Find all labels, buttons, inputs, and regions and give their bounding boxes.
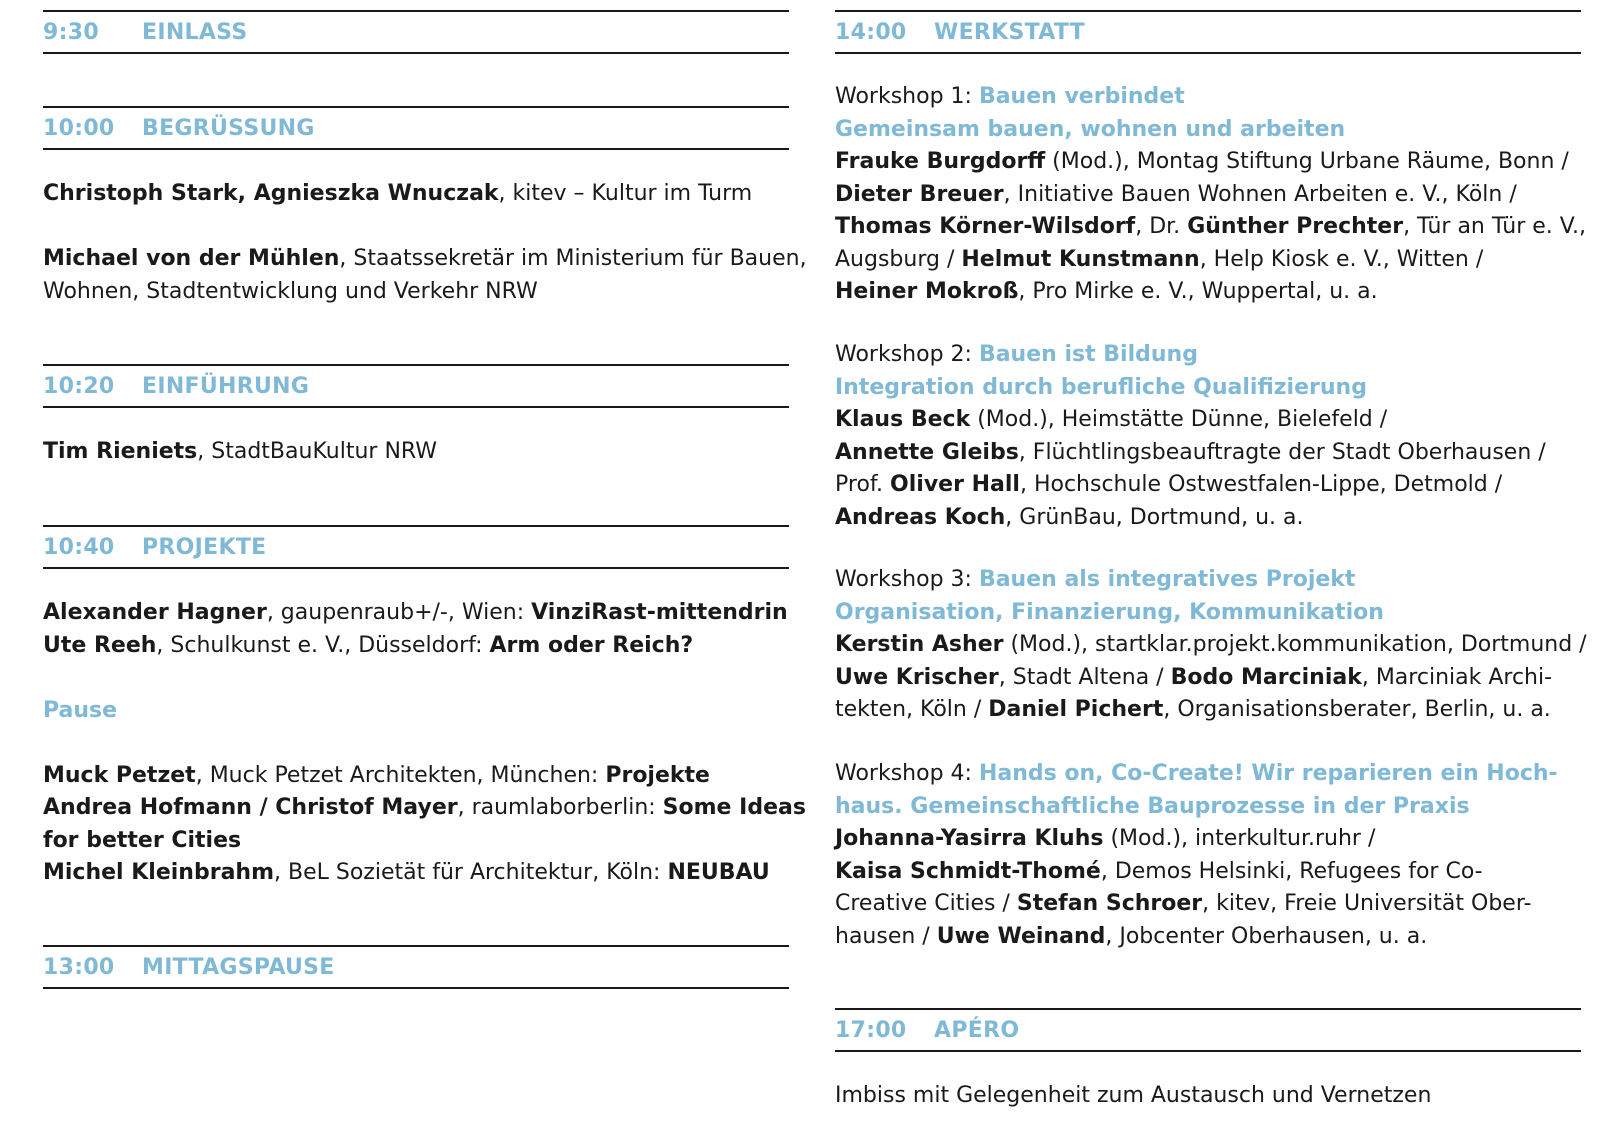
section-time: 10:20 bbox=[43, 373, 115, 399]
participant-line: Klaus Beck (Mod.), Heimstätte Dünne, Bielefeld / bbox=[835, 407, 1388, 432]
begruessung-speakers bbox=[43, 178, 807, 308]
workshop-title-line bbox=[835, 564, 1595, 597]
section-title: APÉRO bbox=[934, 1017, 1020, 1043]
project-line: Ute Reeh, Schulkunst e. V., Düsseldorf: Arm oder Reich? bbox=[43, 632, 694, 658]
workshop-label: Workshop 1: bbox=[835, 84, 979, 109]
participant-line: Kerstin Asher (Mod.), startklar.projekt.kommunikation, Dortmund / bbox=[835, 632, 1587, 657]
section-title: EINFÜHRUNG bbox=[142, 373, 310, 399]
workshop-title: Bauen ist Bildung bbox=[978, 342, 1198, 367]
participant-line: Prof. Oliver Hall, Hochschule Ostwestfalen-Lippe, Detmold / bbox=[835, 472, 1503, 497]
workshop-label: Workshop 2: bbox=[835, 342, 979, 367]
section-time: 10:40 bbox=[43, 534, 115, 560]
workshop-title: Bauen verbindet bbox=[978, 84, 1185, 109]
section-time: 13:00 bbox=[43, 954, 115, 980]
project-line: Andrea Hofmann / Christof Mayer, raumlaborberlin: Some Ideas bbox=[43, 795, 806, 820]
participant-line: Thomas Körner-Wilsdorf, Dr. Günther Prechter, Tür an Tür e. V., bbox=[835, 214, 1586, 239]
workshop-title-line bbox=[835, 81, 1595, 114]
workshop-subtitle: Gemeinsam bauen, wohnen und arbeiten bbox=[835, 116, 1346, 142]
participant-line: hausen / Uwe Weinand, Jobcenter Oberhausen, u. a. bbox=[835, 923, 1428, 949]
section-time: 9:30 bbox=[43, 19, 99, 45]
speaker-name: Michael von der Mühlen bbox=[43, 246, 340, 271]
participant-line: Creative Cities / Stefan Schroer, kitev, Freie Universität Ober- bbox=[835, 891, 1532, 916]
section-time: 10:00 bbox=[43, 115, 115, 141]
section-header-begruessung bbox=[43, 106, 789, 150]
apero-text bbox=[835, 1080, 1595, 1113]
speaker-line: Tim Rieniets, StadtBauKultur NRW bbox=[43, 439, 438, 464]
apero-description: Imbiss mit Gelegenheit zum Austausch und Vernetzen bbox=[835, 1083, 1432, 1108]
workshop-subtitle: Integration durch berufliche Qualifizierung bbox=[835, 374, 1367, 400]
workshop-title: Bauen als integratives Projekt bbox=[978, 567, 1356, 592]
section-header-mittagspause bbox=[43, 945, 789, 989]
section-time: 17:00 bbox=[835, 1017, 907, 1043]
participant-line: Uwe Krischer, Stadt Altena / Bodo Marciniak, Marciniak Archi- bbox=[835, 664, 1553, 690]
speaker-name: Tim Rieniets bbox=[43, 439, 198, 464]
speaker-names: Christoph Stark, Agnieszka Wnuczak bbox=[43, 181, 499, 206]
project-line: for better Cities bbox=[43, 827, 242, 853]
section-header-apero bbox=[835, 1008, 1581, 1052]
section-header-werkstatt bbox=[835, 10, 1581, 54]
participant-line: Heiner Mokroß, Pro Mirke e. V., Wuppertal, u. a. bbox=[835, 279, 1378, 304]
einfuehrung-speaker bbox=[43, 436, 803, 469]
project-line: Michel Kleinbrahm, BeL Sozietät für Architektur, Köln: NEUBAU bbox=[43, 860, 770, 885]
project-line: Muck Petzet, Muck Petzet Architekten, München: Projekte bbox=[43, 762, 710, 788]
participant-line: Andreas Koch, GrünBau, Dortmund, u. a. bbox=[835, 504, 1304, 530]
workshop-title-line bbox=[835, 339, 1595, 372]
section-title: WERKSTATT bbox=[934, 19, 1085, 45]
section-title: EINLASS bbox=[142, 19, 248, 45]
participant-line: tekten, Köln / Daniel Pichert, Organisationsberater, Berlin, u. a. bbox=[835, 697, 1551, 722]
project-line: Alexander Hagner, gaupenraub+/-, Wien: VinziRast-mittendrin bbox=[43, 600, 788, 625]
section-header-einfuehrung bbox=[43, 364, 789, 408]
workshop-4 bbox=[835, 758, 1595, 953]
workshop-1 bbox=[835, 81, 1595, 309]
workshop-title-line bbox=[835, 758, 1595, 791]
workshop-label: Workshop 3: bbox=[835, 567, 979, 592]
section-header-einlass bbox=[43, 10, 789, 54]
workshop-2 bbox=[835, 339, 1595, 534]
participant-line: Dieter Breuer, Initiative Bauen Wohnen Arbeiten e. V., Köln / bbox=[835, 181, 1517, 207]
speaker-line: Christoph Stark, Agnieszka Wnuczak, kitev – Kultur im Turm bbox=[43, 181, 753, 206]
participant-line: Johanna-Yasirra Kluhs (Mod.), interkultur.ruhr / bbox=[835, 826, 1376, 851]
workshop-label: Workshop 4: bbox=[835, 761, 979, 786]
participant-line: Augsburg / Helmut Kunstmann, Help Kiosk e. V., Witten / bbox=[835, 246, 1484, 272]
workshop-3 bbox=[835, 564, 1595, 727]
speaker-line: Wohnen, Stadtentwicklung und Verkehr NRW bbox=[43, 278, 538, 304]
participant-line: Annette Gleibs, Flüchtlingsbeauftragte der Stadt Oberhausen / bbox=[835, 439, 1546, 465]
workshop-subtitle: Organisation, Finanzierung, Kommunikation bbox=[835, 599, 1384, 625]
pause-label: Pause bbox=[43, 697, 118, 723]
section-title: PROJEKTE bbox=[142, 534, 267, 560]
projekte-list bbox=[43, 597, 806, 890]
speaker-line: Michael von der Mühlen, Staatssekretär im Ministerium für Bauen, bbox=[43, 246, 807, 271]
workshop-subtitle: haus. Gemeinschaftliche Bauprozesse in der Praxis bbox=[835, 793, 1470, 819]
participant-line: Frauke Burgdorff (Mod.), Montag Stiftung Urbane Räume, Bonn / bbox=[835, 149, 1569, 174]
section-title: BEGRÜSSUNG bbox=[142, 115, 315, 141]
section-title: MITTAGSPAUSE bbox=[142, 954, 335, 980]
participant-line: Kaisa Schmidt-Thomé, Demos Helsinki, Refugees for Co- bbox=[835, 858, 1483, 884]
workshop-title: Hands on, Co-Create! Wir reparieren ein Hoch- bbox=[978, 761, 1558, 786]
section-time: 14:00 bbox=[835, 19, 907, 45]
section-header-projekte bbox=[43, 525, 789, 569]
